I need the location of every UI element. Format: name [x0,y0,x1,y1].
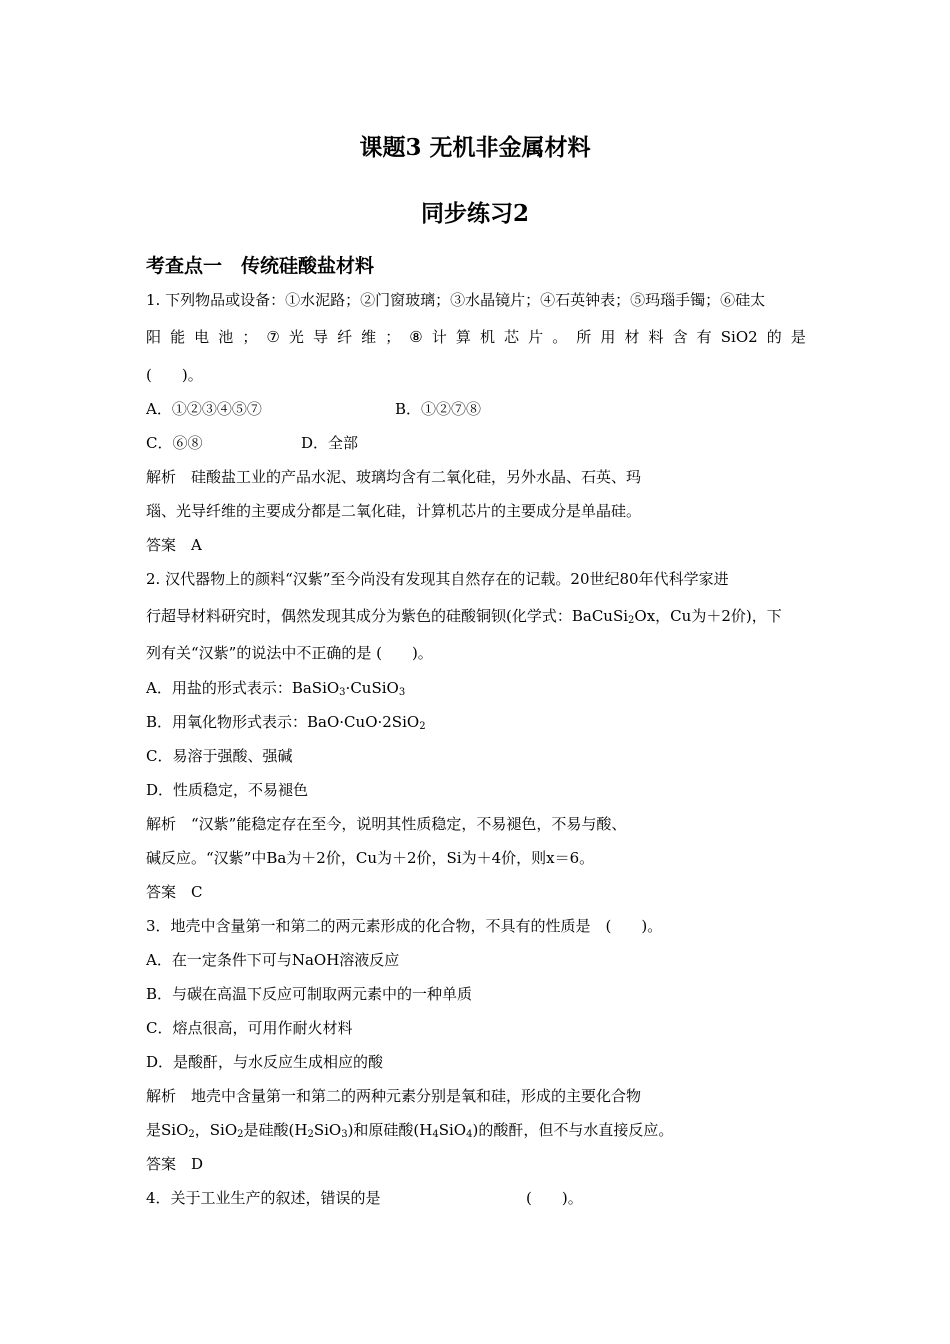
q1-line2-char: 含 [672,328,688,346]
q2-option-d: D．性质稳定，不易褪色 [146,781,309,799]
subscript: 3 [339,687,346,698]
q1-analysis-line1: 解析 硅酸盐工业的产品水泥、玻璃均含有二氧化硅，另外水晶、石英、玛 [146,468,642,486]
q1-line2-char: 用 [600,328,616,346]
q2-option-a [146,678,405,698]
text-run: )的酸酐，但不与水直接反应。 [472,1121,674,1139]
q3-analysis-line1: 解析 地壳中含量第一和第二的两种元素分别是氧和硅，形成的主要化合物 [146,1087,642,1105]
q1-stem-line3: ( )。 [146,366,203,384]
q1-line2-char: 的 [766,328,782,346]
text-run: SiO [438,1121,467,1139]
q1-line2-char: ⑧ [409,328,423,346]
q2-option-b-text: B．用氧化物形式表示：BaO·CuO·2SiO [146,713,420,731]
q1-stem-line1: 1. 下列物品或设备：①水泥路；②门窗玻璃；③水晶镜片；④石英钟表；⑤玛瑙手镯；⑥硅太 [146,291,766,309]
q1-line2-char: 导 [312,328,328,346]
q3-stem: 3．地壳中含量第一和第二的两元素形成的化合物，不具有的性质是 ( )。 [146,917,663,935]
q3-option-c: C．熔点很高，可用作耐火材料 [146,1019,353,1037]
q2-analysis-line2: 碱反应。“汉紫”中Ba为＋2价，Cu为＋2价，Si为＋4价，则x＝6。 [146,849,595,867]
page-title: 课题3 无机非金属材料 [359,134,591,161]
q2-answer: 答案 C [146,883,203,901]
q1-line2-char: 光 [288,328,304,346]
q1-line2-char: 池 [218,328,234,346]
subscript: 4 [466,1129,473,1140]
q1-line2-char: 机 [479,328,495,346]
subscript: 3 [341,1129,348,1140]
q1-line2-char: SiO2 [720,328,758,346]
subscript: 3 [398,687,406,698]
subscript: 2 [188,1129,195,1140]
subscript: 2 [237,1129,244,1140]
q1-line2-char: 有 [696,328,712,346]
q1-line2-char: 电 [194,328,210,346]
text-run: 是硅酸(H [243,1121,308,1139]
q1-line2-char: 片 [528,328,544,346]
q2-stem-line1: 2. 汉代器物上的颜料“汉紫”至今尚没有发现其自然存在的记载。20世纪80年代科学家进 [146,570,729,588]
q1-line2-char: ⑦ [266,328,280,346]
q1-option-a: A．①②③④⑤⑦ [146,400,262,418]
q2-stem-line2 [146,606,782,626]
page-subtitle: 同步练习2 [420,200,529,227]
q4-stem: 4．关于工业生产的叙述，错误的是 [146,1189,381,1207]
q3-option-d: D．是酸酐，与水反应生成相应的酸 [146,1053,384,1071]
q2-analysis-line1: 解析 “汉紫”能稳定存在至今，说明其性质稳定，不易褪色，不易与酸、 [146,815,627,833]
text-run: ，SiO [194,1121,238,1139]
q2-option-a-text: A．用盐的形式表示：BaSiO [146,679,340,697]
q1-line2-char: 阳 [146,328,162,346]
q1-line2-char: 料 [648,328,664,346]
text-run: SiO [313,1121,342,1139]
q1-option-b: B．①②⑦⑧ [395,400,482,418]
q3-option-b: B．与碳在高温下反应可制取两元素中的一种单质 [146,985,473,1003]
q2-option-a-text2: ·CuSiO [345,679,399,697]
subscript: 2 [307,1129,314,1140]
q1-line2-char: 能 [170,328,186,346]
subscript: 2 [628,615,635,626]
q1-option-d: D．全部 [301,434,359,452]
q2-stem-line2-a: 行超导材料研究时，偶然发现其成分为紫色的硅酸铜钡(化学式：BaCuSi [146,607,629,625]
q4-answer-paren: ( )。 [526,1189,583,1207]
q1-line2-char: 芯 [504,328,520,346]
q1-analysis-line2: 瑙、光导纤维的主要成分都是二氧化硅，计算机芯片的主要成分是单晶硅。 [146,502,642,520]
section-heading: 考查点一 传统硅酸盐材料 [146,255,375,277]
q1-answer: 答案 A [146,536,202,554]
q2-option-b [146,712,426,732]
q1-stem-line2 [146,327,806,347]
text-run: 是SiO [146,1121,189,1139]
q3-option-a: A．在一定条件下可与NaOH溶液反应 [146,951,400,969]
q3-answer: 答案 D [146,1155,204,1173]
text-run: )和原硅酸(H [347,1121,433,1139]
q1-line2-char: 维 [361,328,377,346]
q1-option-c: C．⑥⑧ [146,434,203,452]
q1-line2-char: 纤 [337,328,353,346]
q1-line2-char: 是 [790,328,806,346]
q2-stem-line2-b: Ox，Cu为＋2价)，下 [634,607,782,625]
subscript: 2 [419,721,426,732]
q1-line2-char: 材 [624,328,640,346]
q1-line2-char: ； [385,328,401,346]
q1-line2-char: 计 [431,328,447,346]
q3-analysis-line2 [146,1120,673,1140]
q1-line2-char: ； [242,328,258,346]
q1-line2-char: 算 [455,328,471,346]
q2-stem-line3: 列有关“汉紫”的说法中不正确的是 ( )。 [146,644,433,662]
subscript: 4 [432,1129,439,1140]
q2-option-c: C．易溶于强酸、强碱 [146,747,293,765]
q1-line2-char: 所 [576,328,592,346]
q1-line2-char: 。 [552,328,568,346]
